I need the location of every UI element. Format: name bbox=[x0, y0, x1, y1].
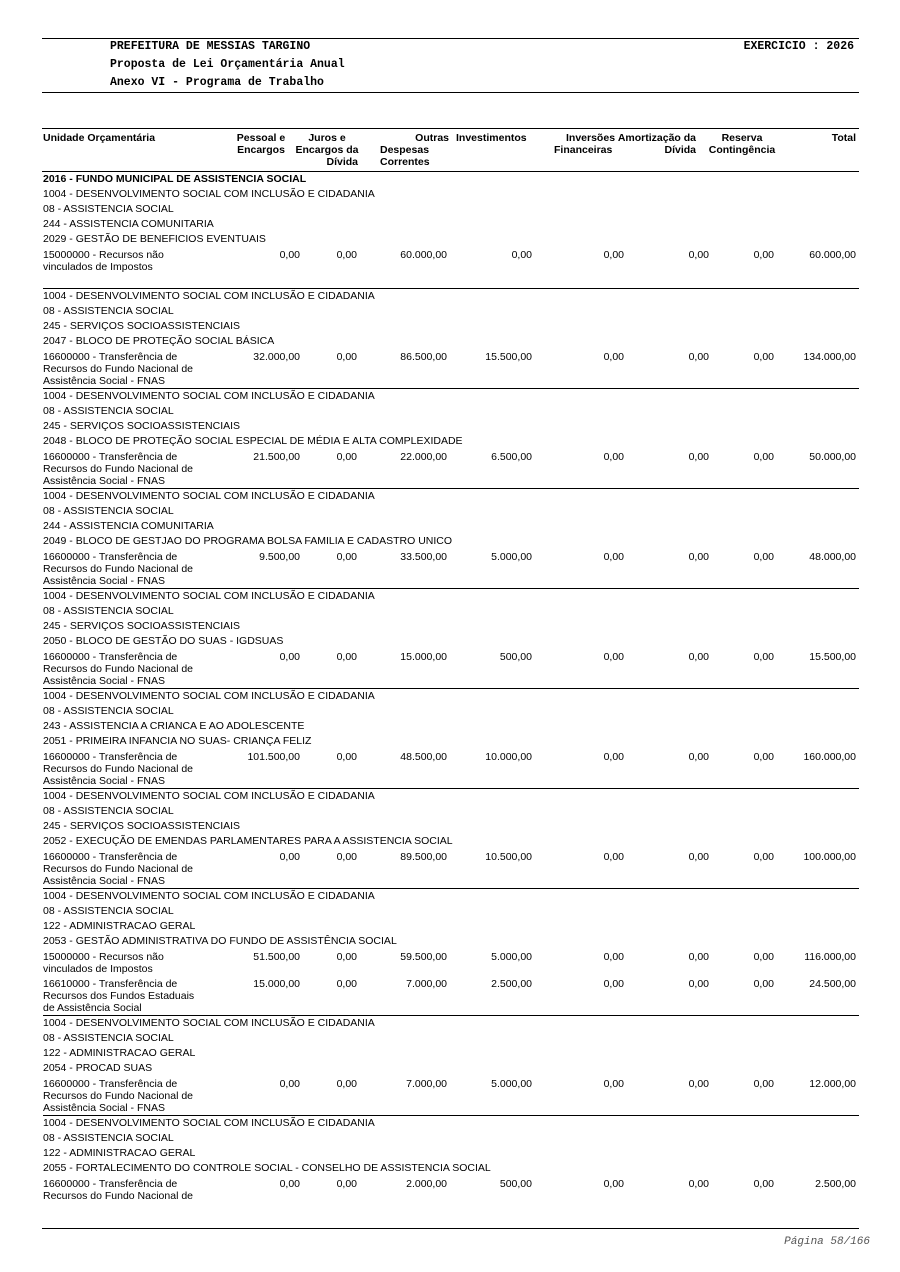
amount-cell: 0,00 bbox=[336, 951, 357, 963]
amount-cell: 86.500,00 bbox=[400, 351, 447, 363]
classification-line: 1004 - DESENVOLVIMENTO SOCIAL COM INCLUSÃO E CIDADANIA bbox=[43, 490, 375, 502]
amount-cell: 48.500,00 bbox=[400, 751, 447, 763]
amount-cell: 0,00 bbox=[753, 1078, 774, 1090]
amount-cell: 0,00 bbox=[688, 551, 709, 563]
amount-cell: 0,00 bbox=[336, 978, 357, 990]
amount-cell: 0,00 bbox=[336, 651, 357, 663]
resource-source-row bbox=[43, 649, 859, 688]
amount-cell: 0,00 bbox=[753, 978, 774, 990]
program-group bbox=[43, 1115, 859, 1203]
amount-cell: 116.000,00 bbox=[804, 951, 856, 963]
amount-cell: 0,00 bbox=[336, 351, 357, 363]
resource-source-name-line: Recursos do Fundo Nacional de bbox=[43, 663, 194, 675]
col-amortizacao-header: Amortização da Dívida bbox=[617, 132, 696, 156]
amount-cell: 100.000,00 bbox=[803, 851, 856, 863]
amount-cell: 160.000,00 bbox=[803, 751, 856, 763]
amount-cell: 6.500,00 bbox=[491, 451, 532, 463]
amount-cell: 89.500,00 bbox=[400, 851, 447, 863]
classification-line: 2029 - GESTÃO DE BENEFICIOS EVENTUAIS bbox=[43, 233, 266, 245]
amount-cell: 5.000,00 bbox=[491, 1078, 532, 1090]
amount-cell: 0,00 bbox=[688, 351, 709, 363]
classification-line: 1004 - DESENVOLVIMENTO SOCIAL COM INCLUSÃO E CIDADANIA bbox=[43, 188, 375, 200]
amount-cell: 0,00 bbox=[688, 249, 709, 261]
program-group bbox=[43, 588, 859, 688]
classification-line: 2048 - BLOCO DE PROTEÇÃO SOCIAL ESPECIAL DE MÉDIA E ALTA COMPLEXIDADE bbox=[43, 435, 463, 447]
amount-cell: 22.000,00 bbox=[400, 451, 447, 463]
classification-line: 2053 - GESTÃO ADMINISTRATIVA DO FUNDO DE ASSISTÊNCIA SOCIAL bbox=[43, 935, 397, 947]
resource-source-name-line: Recursos do Fundo Nacional de bbox=[43, 1190, 194, 1202]
resource-source-name-line: Recursos do Fundo Nacional de bbox=[43, 1090, 194, 1102]
columns-top-rule bbox=[42, 128, 859, 129]
amount-cell: 0,00 bbox=[336, 249, 357, 261]
amount-cell: 0,00 bbox=[511, 249, 532, 261]
resource-source-name-line: 16600000 - Transferência de bbox=[43, 1178, 178, 1190]
group-spacer bbox=[43, 274, 859, 288]
amount-cell: 0,00 bbox=[753, 951, 774, 963]
amount-cell: 134.000,00 bbox=[803, 351, 856, 363]
classification-line: 2054 - PROCAD SUAS bbox=[43, 1062, 153, 1074]
amount-cell: 0,00 bbox=[603, 1178, 624, 1190]
resource-source-row bbox=[43, 449, 859, 488]
resource-source-row bbox=[43, 749, 859, 788]
amount-cell: 60.000,00 bbox=[809, 249, 856, 261]
resource-source-row bbox=[43, 247, 859, 274]
amount-cell: 0,00 bbox=[603, 851, 624, 863]
resource-source-name-line: Recursos do Fundo Nacional de bbox=[43, 763, 194, 775]
exercise-year: EXERCICIO : 2026 bbox=[743, 40, 854, 53]
amount-cell: 0,00 bbox=[603, 951, 624, 963]
col-inversoes-header: Inversões Financeiras bbox=[554, 132, 616, 156]
classification-line: 122 - ADMINISTRACAO GERAL bbox=[43, 1147, 196, 1159]
resource-source-name bbox=[43, 649, 223, 688]
resource-source-name-line: vinculados de Impostos bbox=[43, 963, 153, 975]
amount-cell: 0,00 bbox=[753, 1178, 774, 1190]
resource-source-name-line: 16600000 - Transferência de bbox=[43, 451, 178, 463]
amount-cell: 0,00 bbox=[753, 851, 774, 863]
resource-source-name-line: 16600000 - Transferência de bbox=[43, 651, 178, 663]
amount-cell: 0,00 bbox=[603, 751, 624, 763]
amount-cell: 0,00 bbox=[279, 1078, 300, 1090]
classification-line: 08 - ASSISTENCIA SOCIAL bbox=[43, 405, 174, 417]
col-outras-header: Outras Despesas Correntes bbox=[380, 132, 449, 168]
resource-source-name-line: Recursos dos Fundos Estaduais bbox=[43, 990, 195, 1002]
amount-cell: 2.500,00 bbox=[491, 978, 532, 990]
amount-cell: 32.000,00 bbox=[253, 351, 300, 363]
amount-cell: 0,00 bbox=[279, 249, 300, 261]
amount-cell: 15.500,00 bbox=[485, 351, 532, 363]
resource-source-name-line: Assistência Social - FNAS bbox=[43, 375, 165, 387]
amount-cell: 101.500,00 bbox=[247, 751, 300, 763]
amount-cell: 0,00 bbox=[336, 1178, 357, 1190]
classification-line: 122 - ADMINISTRACAO GERAL bbox=[43, 920, 196, 932]
amount-cell: 15.500,00 bbox=[809, 651, 856, 663]
resource-source-name-line: Assistência Social - FNAS bbox=[43, 575, 165, 587]
amount-cell: 0,00 bbox=[336, 851, 357, 863]
program-group bbox=[43, 288, 859, 388]
amount-cell: 0,00 bbox=[336, 1078, 357, 1090]
resource-source-name-line: 16600000 - Transferência de bbox=[43, 751, 178, 763]
col-juros-header: Juros e Encargos da Dívida bbox=[295, 132, 359, 168]
annex-title: Anexo VI - Programa de Trabalho bbox=[110, 76, 324, 89]
resource-source-name-line: Assistência Social - FNAS bbox=[43, 675, 165, 687]
municipality-title: PREFEITURA DE MESSIAS TARGINO bbox=[110, 40, 311, 53]
resource-source-name-line: 16610000 - Transferência de bbox=[43, 978, 178, 990]
footer-rule bbox=[42, 1228, 859, 1229]
unit-title: 2016 - FUNDO MUNICIPAL DE ASSISTENCIA SOCIAL bbox=[43, 173, 307, 185]
resource-source-name bbox=[43, 247, 223, 274]
amount-cell: 10.000,00 bbox=[485, 751, 532, 763]
classification-line: 244 - ASSISTENCIA COMUNITARIA bbox=[43, 218, 214, 230]
resource-source-row bbox=[43, 349, 859, 388]
header-bottom-rule bbox=[42, 92, 859, 93]
resource-source-name-line: vinculados de Impostos bbox=[43, 261, 153, 273]
classification-line: 122 - ADMINISTRACAO GERAL bbox=[43, 1047, 196, 1059]
amount-cell: 0,00 bbox=[688, 978, 709, 990]
header-top-rule bbox=[42, 38, 859, 39]
amount-cell: 0,00 bbox=[603, 1078, 624, 1090]
classification-line: 2047 - BLOCO DE PROTEÇÃO SOCIAL BÁSICA bbox=[43, 335, 275, 347]
amount-cell: 500,00 bbox=[499, 1178, 532, 1190]
amount-cell: 0,00 bbox=[336, 451, 357, 463]
amount-cell: 7.000,00 bbox=[406, 978, 447, 990]
classification-line: 1004 - DESENVOLVIMENTO SOCIAL COM INCLUSÃO E CIDADANIA bbox=[43, 290, 375, 302]
amount-cell: 21.500,00 bbox=[253, 451, 300, 463]
program-group bbox=[43, 688, 859, 788]
resource-source-name-line: 16600000 - Transferência de bbox=[43, 351, 178, 363]
amount-cell: 0,00 bbox=[603, 651, 624, 663]
resource-source-name bbox=[43, 449, 223, 488]
amount-cell: 0,00 bbox=[688, 951, 709, 963]
col-reserva-header: Reserva Contingência bbox=[708, 132, 776, 156]
classification-line: 1004 - DESENVOLVIMENTO SOCIAL COM INCLUSÃO E CIDADANIA bbox=[43, 1117, 375, 1129]
amount-cell: 0,00 bbox=[753, 249, 774, 261]
amount-cell: 15.000,00 bbox=[253, 978, 300, 990]
resource-source-name-line: Assistência Social - FNAS bbox=[43, 775, 165, 787]
classification-line: 1004 - DESENVOLVIMENTO SOCIAL COM INCLUSÃO E CIDADANIA bbox=[43, 890, 375, 902]
resource-source-name-line: Recursos do Fundo Nacional de bbox=[43, 363, 194, 375]
classification-line: 08 - ASSISTENCIA SOCIAL bbox=[43, 905, 174, 917]
classification-line: 245 - SERVIÇOS SOCIOASSISTENCIAIS bbox=[43, 320, 241, 332]
amount-cell: 0,00 bbox=[688, 751, 709, 763]
resource-source-name bbox=[43, 549, 223, 588]
amount-cell: 0,00 bbox=[753, 551, 774, 563]
resource-source-name bbox=[43, 949, 223, 976]
classification-line: 2055 - FORTALECIMENTO DO CONTROLE SOCIAL - CONSELHO DE ASSISTENCIA SOCIAL bbox=[43, 1162, 491, 1174]
resource-source-name-line: 15000000 - Recursos não bbox=[43, 249, 164, 261]
classification-line: 08 - ASSISTENCIA SOCIAL bbox=[43, 305, 174, 317]
classification-line: 08 - ASSISTENCIA SOCIAL bbox=[43, 203, 174, 215]
resource-source-name bbox=[43, 976, 223, 1015]
resource-source-name-line: Recursos do Fundo Nacional de bbox=[43, 863, 194, 875]
resource-source-name bbox=[43, 1176, 223, 1203]
amount-cell: 0,00 bbox=[603, 978, 624, 990]
program-group bbox=[43, 187, 859, 288]
resource-source-name-line: Assistência Social - FNAS bbox=[43, 875, 165, 887]
col-investimentos-header: Investimentos bbox=[456, 132, 527, 144]
amount-cell: 60.000,00 bbox=[400, 249, 447, 261]
program-group bbox=[43, 388, 859, 488]
resource-source-name bbox=[43, 849, 223, 888]
resource-source-row bbox=[43, 976, 859, 1015]
amount-cell: 5.000,00 bbox=[491, 551, 532, 563]
col-pessoal-header: Pessoal e Encargos bbox=[236, 132, 286, 156]
amount-cell: 0,00 bbox=[279, 1178, 300, 1190]
classification-line: 08 - ASSISTENCIA SOCIAL bbox=[43, 505, 174, 517]
program-group bbox=[43, 488, 859, 588]
resource-source-name-line: 16600000 - Transferência de bbox=[43, 551, 178, 563]
amount-cell: 0,00 bbox=[753, 351, 774, 363]
resource-source-name bbox=[43, 1076, 223, 1115]
classification-line: 1004 - DESENVOLVIMENTO SOCIAL COM INCLUSÃO E CIDADANIA bbox=[43, 690, 375, 702]
document-title: Proposta de Lei Orçamentária Anual bbox=[110, 58, 345, 71]
program-groups bbox=[43, 187, 859, 1203]
classification-line: 2052 - EXECUÇÃO DE EMENDAS PARLAMENTARES PARA A ASSISTENCIA SOCIAL bbox=[43, 835, 453, 847]
amount-cell: 0,00 bbox=[603, 351, 624, 363]
classification-line: 2049 - BLOCO DE GESTJAO DO PROGRAMA BOLSA FAMILIA E CADASTRO UNICO bbox=[43, 535, 453, 547]
work-program-table bbox=[43, 172, 859, 1203]
classification-line: 1004 - DESENVOLVIMENTO SOCIAL COM INCLUSÃO E CIDADANIA bbox=[43, 790, 375, 802]
resource-source-row bbox=[43, 549, 859, 588]
amount-cell: 0,00 bbox=[603, 451, 624, 463]
classification-line: 1004 - DESENVOLVIMENTO SOCIAL COM INCLUSÃO E CIDADANIA bbox=[43, 390, 375, 402]
amount-cell: 0,00 bbox=[336, 751, 357, 763]
amount-cell: 0,00 bbox=[688, 1178, 709, 1190]
amount-cell: 0,00 bbox=[336, 551, 357, 563]
amount-cell: 2.500,00 bbox=[815, 1178, 856, 1190]
amount-cell: 0,00 bbox=[279, 851, 300, 863]
amount-cell: 0,00 bbox=[688, 651, 709, 663]
amount-cell: 500,00 bbox=[499, 651, 532, 663]
classification-line: 08 - ASSISTENCIA SOCIAL bbox=[43, 1032, 174, 1044]
classification-line: 08 - ASSISTENCIA SOCIAL bbox=[43, 1132, 174, 1144]
amount-cell: 50.000,00 bbox=[809, 451, 856, 463]
amount-cell: 0,00 bbox=[603, 249, 624, 261]
classification-line: 2051 - PRIMEIRA INFANCIA NO SUAS- CRIANÇA FELIZ bbox=[43, 735, 312, 747]
classification-line: 1004 - DESENVOLVIMENTO SOCIAL COM INCLUSÃO E CIDADANIA bbox=[43, 590, 375, 602]
program-group bbox=[43, 888, 859, 1015]
col-total-header: Total bbox=[831, 132, 856, 144]
resource-source-name-line: 16600000 - Transferência de bbox=[43, 1078, 178, 1090]
classification-line: 2050 - BLOCO DE GESTÃO DO SUAS - IGDSUAS bbox=[43, 635, 284, 647]
amount-cell: 2.000,00 bbox=[406, 1178, 447, 1190]
resource-source-name-line: Recursos do Fundo Nacional de bbox=[43, 563, 194, 575]
classification-line: 245 - SERVIÇOS SOCIOASSISTENCIAIS bbox=[43, 820, 241, 832]
resource-source-name-line: de Assistência Social bbox=[43, 1002, 142, 1014]
amount-cell: 0,00 bbox=[603, 551, 624, 563]
amount-cell: 0,00 bbox=[688, 1078, 709, 1090]
program-group bbox=[43, 788, 859, 888]
amount-cell: 10.500,00 bbox=[485, 851, 532, 863]
resource-source-row bbox=[43, 1076, 859, 1115]
amount-cell: 0,00 bbox=[753, 451, 774, 463]
program-group bbox=[43, 1015, 859, 1115]
amount-cell: 9.500,00 bbox=[259, 551, 300, 563]
amount-cell: 51.500,00 bbox=[253, 951, 300, 963]
resource-source-name-line: Assistência Social - FNAS bbox=[43, 1102, 165, 1114]
amount-cell: 0,00 bbox=[688, 451, 709, 463]
resource-source-row bbox=[43, 1176, 859, 1203]
resource-source-name bbox=[43, 749, 223, 788]
classification-line: 1004 - DESENVOLVIMENTO SOCIAL COM INCLUSÃO E CIDADANIA bbox=[43, 1017, 375, 1029]
amount-cell: 0,00 bbox=[688, 851, 709, 863]
classification-line: 08 - ASSISTENCIA SOCIAL bbox=[43, 805, 174, 817]
amount-cell: 59.500,00 bbox=[400, 951, 447, 963]
amount-cell: 24.500,00 bbox=[809, 978, 856, 990]
amount-cell: 15.000,00 bbox=[400, 651, 447, 663]
amount-cell: 7.000,00 bbox=[406, 1078, 447, 1090]
page-number: Página 58/166 bbox=[784, 1236, 870, 1248]
amount-cell: 0,00 bbox=[753, 651, 774, 663]
amount-cell: 48.000,00 bbox=[809, 551, 856, 563]
classification-line: 08 - ASSISTENCIA SOCIAL bbox=[43, 705, 174, 717]
amount-cell: 5.000,00 bbox=[491, 951, 532, 963]
classification-line: 243 - ASSISTENCIA A CRIANCA E AO ADOLESCENTE bbox=[43, 720, 305, 732]
resource-source-name-line: 15000000 - Recursos não bbox=[43, 951, 164, 963]
classification-line: 245 - SERVIÇOS SOCIOASSISTENCIAIS bbox=[43, 420, 241, 432]
resource-source-name-line: 16600000 - Transferência de bbox=[43, 851, 178, 863]
resource-source-row bbox=[43, 849, 859, 888]
resource-source-name-line: Recursos do Fundo Nacional de bbox=[43, 463, 194, 475]
resource-source-row bbox=[43, 949, 859, 976]
classification-line: 245 - SERVIÇOS SOCIOASSISTENCIAIS bbox=[43, 620, 241, 632]
amount-cell: 33.500,00 bbox=[400, 551, 447, 563]
col-unit-header: Unidade Orçamentária bbox=[43, 132, 156, 144]
amount-cell: 0,00 bbox=[753, 751, 774, 763]
amount-cell: 0,00 bbox=[279, 651, 300, 663]
amount-cell: 12.000,00 bbox=[809, 1078, 856, 1090]
classification-line: 244 - ASSISTENCIA COMUNITARIA bbox=[43, 520, 214, 532]
classification-line: 08 - ASSISTENCIA SOCIAL bbox=[43, 605, 174, 617]
resource-source-name-line: Assistência Social - FNAS bbox=[43, 475, 165, 487]
resource-source-name bbox=[43, 349, 223, 388]
